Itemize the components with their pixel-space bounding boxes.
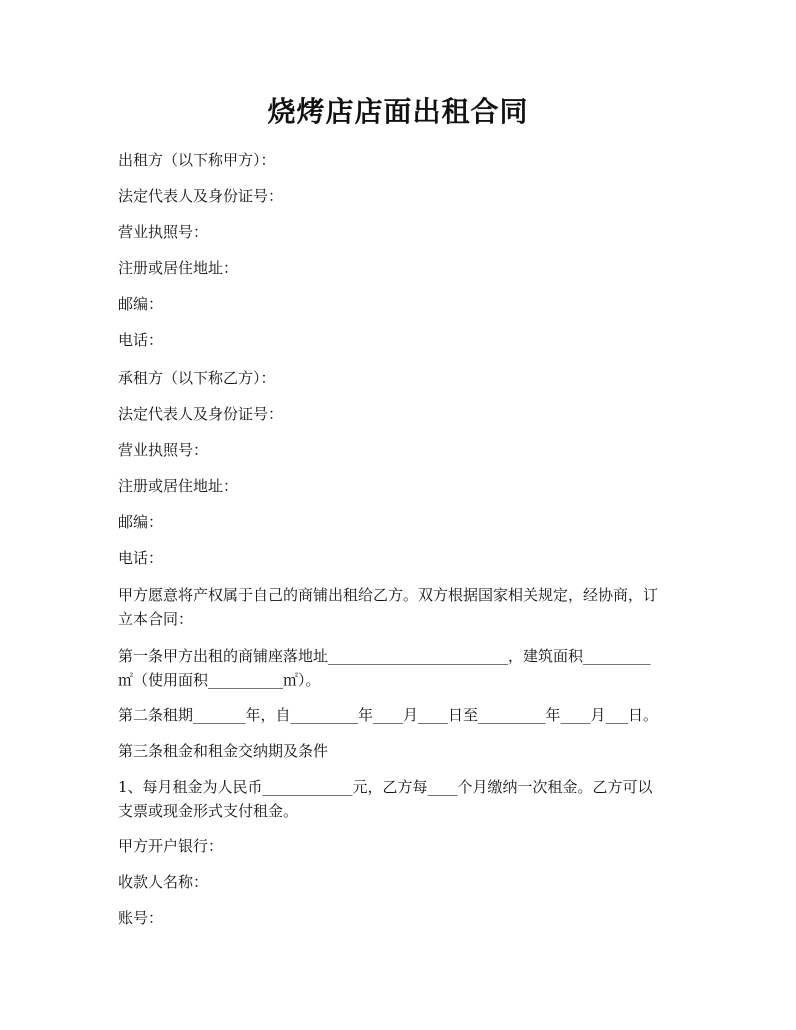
clause-1-paragraph: [118, 775, 688, 823]
article-2-line: 第二条租期_______年，自_________年____月____日至_________年____月___日。: [118, 706, 659, 724]
article-3-heading: 第三条租金和租金交纳期及条件: [118, 742, 329, 760]
bank-line: 甲方开户银行：: [118, 837, 224, 855]
lessee-license-line: 营业执照号：: [118, 441, 209, 459]
lessor-postcode-line: 邮编：: [118, 295, 164, 313]
preamble-line-1: 甲方愿意将产权属于自己的商铺出租给乙方。双方根据国家相关规定，经协商，订: [118, 586, 659, 604]
lessee-representative-line: 法定代表人及身份证号：: [118, 405, 284, 423]
document-title: 烧烤店店面出租合同: [267, 95, 529, 128]
preamble-paragraph: [118, 583, 688, 631]
lessor-license-line: 营业执照号：: [118, 223, 209, 241]
lessor-phone-line: 电话：: [118, 331, 164, 349]
lessee-postcode-line: 邮编：: [118, 513, 164, 531]
clause-1-line-1: 1、每月租金为人民币____________元，乙方每____个月缴纳一次租金。乙方可以: [118, 778, 653, 796]
article-1-line-2: ㎡（使用面积__________㎡）。: [118, 671, 321, 689]
account-line: 账号：: [118, 909, 164, 927]
clause-1-line-2: 支票或现金形式支付租金。: [118, 802, 299, 820]
lessor-representative-line: 法定代表人及身份证号：: [118, 187, 284, 205]
payee-line: 收款人名称：: [118, 873, 209, 891]
lessee-phone-line: 电话：: [118, 549, 164, 567]
article-1-paragraph: [118, 644, 688, 692]
lessee-party-line: 承租方（以下称乙方）：: [118, 369, 276, 387]
lessor-address-line: 注册或居住地址：: [118, 259, 239, 277]
lessee-address-line: 注册或居住地址：: [118, 477, 239, 495]
article-1-line-1: 第一条甲方出租的商铺座落地址________________________，建筑面积_________: [118, 647, 651, 665]
lessor-party-line: 出租方（以下称甲方）：: [118, 151, 276, 169]
preamble-line-2: 立本合同：: [118, 610, 194, 628]
